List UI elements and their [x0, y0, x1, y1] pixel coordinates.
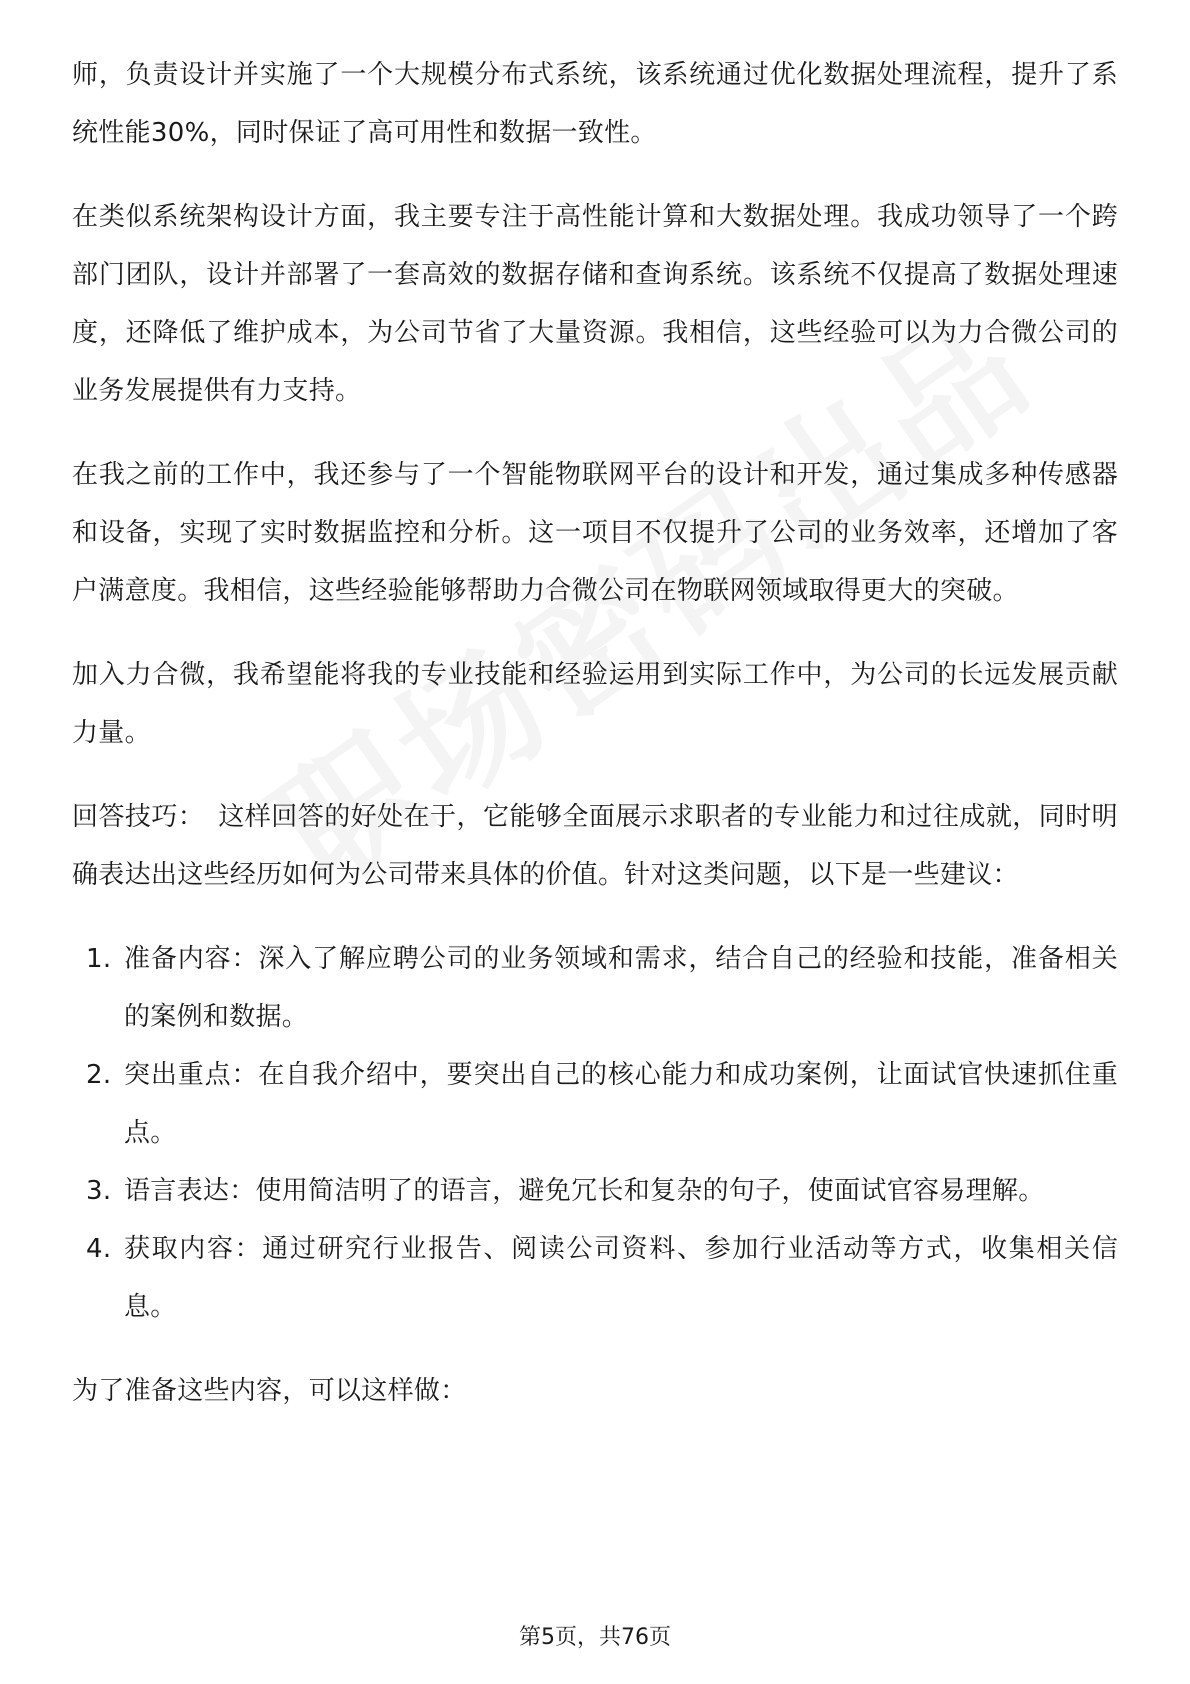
paragraph-4: 加入力合微，我希望能将我的专业技能和经验运用到实际工作中，为公司的长远发展贡献力量。 [72, 660, 1118, 748]
paragraph-2: 在类似系统架构设计方面，我主要专注于高性能计算和大数据处理。我成功领导了一个跨部门团队，设计并部署了一套高效的数据存储和查询系统。该系统不仅提高了数据处理速度，还降低了维护成本，为公司节省了大量资源。我相信，这些经验可以为力合微公司的业务发展提供有力支持。 [72, 202, 1118, 406]
list-number: 2. [86, 1060, 112, 1090]
paragraph-1: 师，负责设计并实施了一个大规模分布式系统，该系统通过优化数据处理流程，提升了系统性能30%，同时保证了高可用性和数据一致性。 [72, 60, 1118, 148]
list-text: 语言表达：使用简洁明了的语言，避免冗长和复杂的句子，使面试官容易理解。 [124, 1176, 1045, 1206]
closing-paragraph: 为了准备这些内容，可以这样做： [72, 1376, 467, 1406]
list-item [72, 930, 1118, 1046]
tip-text: 这样回答的好处在于，它能够全面展示求职者的专业能力和过往成就，同时明确表达出这些经历如何为公司带来具体的价值。针对这类问题，以下是一些建议： [72, 802, 1118, 890]
list-text: 突出重点：在自我介绍中，要突出自己的核心能力和成功案例，让面试官快速抓住重点。 [124, 1060, 1118, 1148]
list-number: 1. [86, 944, 112, 974]
list-item [72, 1046, 1118, 1162]
list-text: 准备内容：深入了解应聘公司的业务领域和需求，结合自己的经验和技能，准备相关的案例和数据。 [124, 944, 1118, 1032]
list-item [72, 1220, 1118, 1336]
tips-list [72, 930, 1118, 1336]
list-number: 4. [86, 1234, 112, 1264]
tip-paragraph [72, 788, 1118, 904]
paragraph-3: 在我之前的工作中，我还参与了一个智能物联网平台的设计和开发，通过集成多种传感器和设备，实现了实时数据监控和分析。这一项目不仅提升了公司的业务效率，还增加了客户满意度。我相信，这些经验能够帮助力合微公司在物联网领域取得更大的突破。 [72, 460, 1118, 606]
page-content [72, 46, 1118, 1446]
list-text: 获取内容：通过研究行业报告、阅读公司资料、参加行业活动等方式，收集相关信息。 [124, 1234, 1118, 1322]
page-footer: 第5页，共76页 [519, 1625, 671, 1650]
list-number: 3. [86, 1176, 112, 1206]
tip-label: 回答技巧： [72, 802, 205, 832]
list-item [72, 1162, 1118, 1220]
